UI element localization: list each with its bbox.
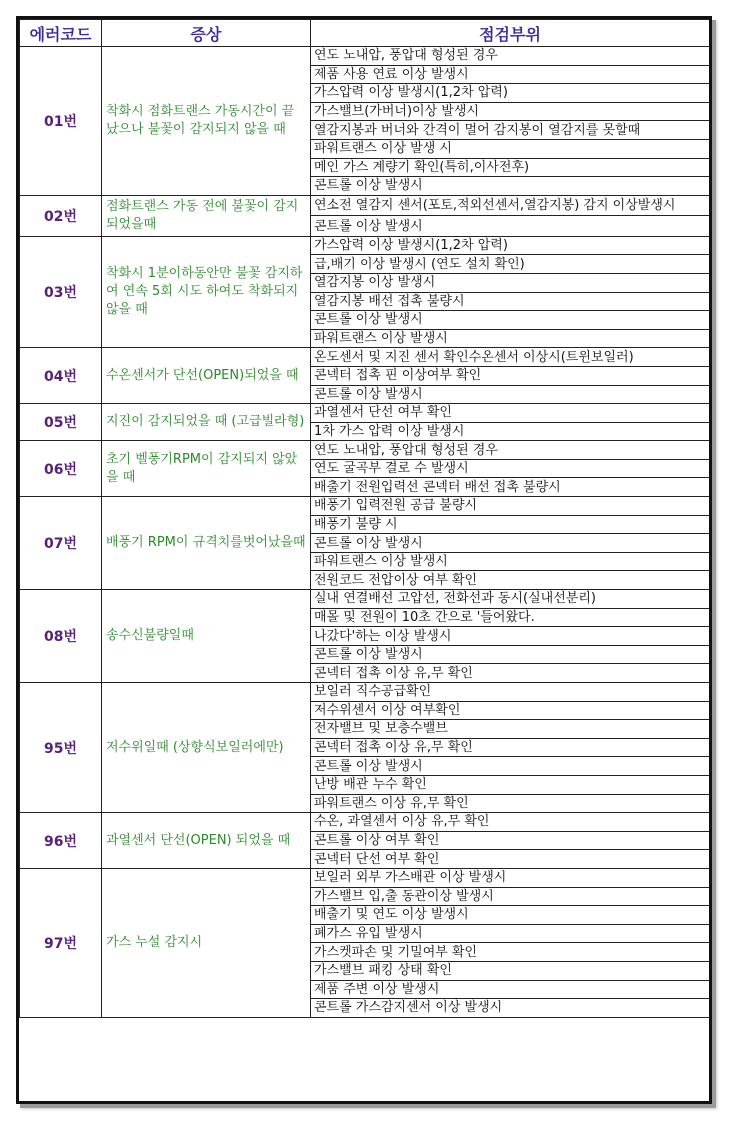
check-item: 가스켓파손 및 기밀여부 확인	[311, 943, 710, 962]
check-item: 실내 연결배선 고압선, 전화선과 동시(실내선분리)	[311, 590, 710, 609]
check-item: 전자밸브 및 보충수밸브	[311, 720, 710, 739]
header-code: 에러코드	[20, 20, 102, 47]
check-item: 콘트롤 이상 여부 확인	[311, 831, 710, 850]
error-code: 01번	[20, 47, 102, 196]
check-item: 전원코드 전압이상 여부 확인	[311, 571, 710, 590]
check-item: 메인 가스 계량기 확인(특히,이사전후)	[311, 158, 710, 177]
table-row	[20, 404, 710, 423]
check-item: 과열센서 단선 여부 확인	[311, 404, 710, 423]
check-item: 열감지봉과 버너와 간격이 멀어 감지봉이 열감지를 못할때	[311, 121, 710, 140]
table-row	[20, 441, 710, 460]
error-code: 04번	[20, 348, 102, 404]
check-item: 콘넥터 단선 여부 확인	[311, 850, 710, 869]
symptom-cell: 송수신불량일때	[102, 590, 311, 683]
check-item: 폐가스 유입 발생시	[311, 924, 710, 943]
check-item: 가스밸브 입,출 동관이상 발생시	[311, 887, 710, 906]
check-item: 파워트랜스 이상 발생시	[311, 552, 710, 571]
check-item: 콘트롤 이상 발생시	[311, 534, 710, 553]
check-item: 제품 사용 연료 이상 발생시	[311, 65, 710, 84]
check-item: 배출기 및 연도 이상 발생시	[311, 906, 710, 925]
table-row	[20, 195, 710, 216]
check-item: 급,배기 이상 발생시 (연도 설치 확인)	[311, 255, 710, 274]
table-row	[20, 348, 710, 367]
table-row	[20, 683, 710, 702]
symptom-cell: 수온센서가 단선(OPEN)되었을 때	[102, 348, 311, 404]
table-row	[20, 813, 710, 832]
check-item: 콘트롤 이상 발생시	[311, 216, 710, 237]
check-item: 온도센서 및 지진 센서 확인수온센서 이상시(트윈보일러)	[311, 348, 710, 367]
error-code: 05번	[20, 404, 102, 441]
error-code: 07번	[20, 497, 102, 590]
table-row	[20, 590, 710, 609]
check-item: 콘트롤 이상 발생시	[311, 311, 710, 330]
symptom-cell: 착화시 점화트랜스 가동시간이 끝났으나 불꽃이 감지되지 않을 때	[102, 47, 311, 196]
table-row	[20, 497, 710, 516]
symptom-cell: 초기 벨풍기RPM이 감지되지 않았을 때	[102, 441, 311, 497]
table-row	[20, 47, 710, 66]
check-item: 매몰 및 전원이 10초 간으로 '들어왔다.	[311, 608, 710, 627]
check-item: 콘트롤 이상 발생시	[311, 177, 710, 196]
table-body	[20, 47, 710, 1018]
check-item: 콘트롤 이상 발생시	[311, 385, 710, 404]
table-row	[20, 868, 710, 887]
error-code: 06번	[20, 441, 102, 497]
symptom-cell: 점화트랜스 가동 전에 불꽃이 감지 되었을때	[102, 195, 311, 236]
check-item: 연도 노내압, 풍압대 형성된 경우	[311, 47, 710, 66]
check-item: 배풍기 입력전원 공급 불량시	[311, 497, 710, 516]
error-code: 08번	[20, 590, 102, 683]
check-item: 난방 배관 누수 확인	[311, 775, 710, 794]
check-item: 저수위센서 이상 여부확인	[311, 701, 710, 720]
check-item: 가스압력 이상 발생시(1,2차 압력)	[311, 84, 710, 103]
check-item: 배풍기 불량 시	[311, 515, 710, 534]
error-code-sheet	[16, 16, 712, 1104]
check-item: 열감지봉 이상 발생시	[311, 273, 710, 292]
check-item: 가스압력 이상 발생시(1,2차 압력)	[311, 236, 710, 255]
check-item: 콘트롤 가스감지센서 이상 발생시	[311, 999, 710, 1018]
symptom-cell: 과열센서 단선(OPEN) 되었을 때	[102, 813, 311, 869]
header-check: 점검부위	[311, 20, 710, 47]
check-item: 파워트랜스 이상 발생시	[311, 329, 710, 348]
check-item: 보일러 외부 가스배관 이상 발생시	[311, 868, 710, 887]
table-row	[20, 236, 710, 255]
error-code: 97번	[20, 868, 102, 1017]
error-code: 96번	[20, 813, 102, 869]
check-item: 콘넥터 접촉 이상 유,무 확인	[311, 664, 710, 683]
check-item: 가스밸브(가버너)이상 발생시	[311, 102, 710, 121]
check-item: 파워트랜스 이상 유,무 확인	[311, 794, 710, 813]
error-code-table	[19, 19, 710, 1018]
check-item: 열감지봉 배선 접촉 불량시	[311, 292, 710, 311]
error-code: 03번	[20, 236, 102, 348]
check-item: 콘트롤 이상 발생시	[311, 645, 710, 664]
check-item: 1차 가스 압력 이상 발생시	[311, 422, 710, 441]
symptom-cell: 착화시 1분이하동안만 불꽃 감지하여 연속 5회 시도 하여도 착화되지 않을 때	[102, 236, 311, 348]
symptom-cell: 가스 누설 감지시	[102, 868, 311, 1017]
check-item: 연도 노내압, 풍압대 형성된 경우	[311, 441, 710, 460]
check-item: 콘트롤 이상 발생시	[311, 757, 710, 776]
check-item: 배출기 전원입력선 콘넥터 배선 접촉 불량시	[311, 478, 710, 497]
check-item: 파워트랜스 이상 발생 시	[311, 139, 710, 158]
check-item: 콘넥터 접촉 이상 유,무 확인	[311, 738, 710, 757]
check-item: 제품 주변 이상 발생시	[311, 980, 710, 999]
check-item: 콘넥터 접촉 핀 이상여부 확인	[311, 366, 710, 385]
header-row	[20, 20, 710, 47]
error-code: 02번	[20, 195, 102, 236]
symptom-cell: 배풍기 RPM이 규격치를벗어났을때	[102, 497, 311, 590]
check-item: 보일러 직수공급확인	[311, 683, 710, 702]
check-item: 연소전 열감지 센서(포토,적외선센서,열감지봉) 감지 이상발생시	[311, 195, 710, 216]
symptom-cell: 지진이 감지되었을 때 (고급빌라형)	[102, 404, 311, 441]
symptom-cell: 저수위일때 (상향식보일러에만)	[102, 683, 311, 813]
header-symptom: 증상	[102, 20, 311, 47]
check-item: 가스밸브 패킹 상태 확인	[311, 961, 710, 980]
check-item: 수온, 과열센서 이상 유,무 확인	[311, 813, 710, 832]
check-item: 나갔다'하는 이상 발생시	[311, 627, 710, 646]
check-item: 연도 굴곡부 결로 수 발생시	[311, 459, 710, 478]
error-code: 95번	[20, 683, 102, 813]
